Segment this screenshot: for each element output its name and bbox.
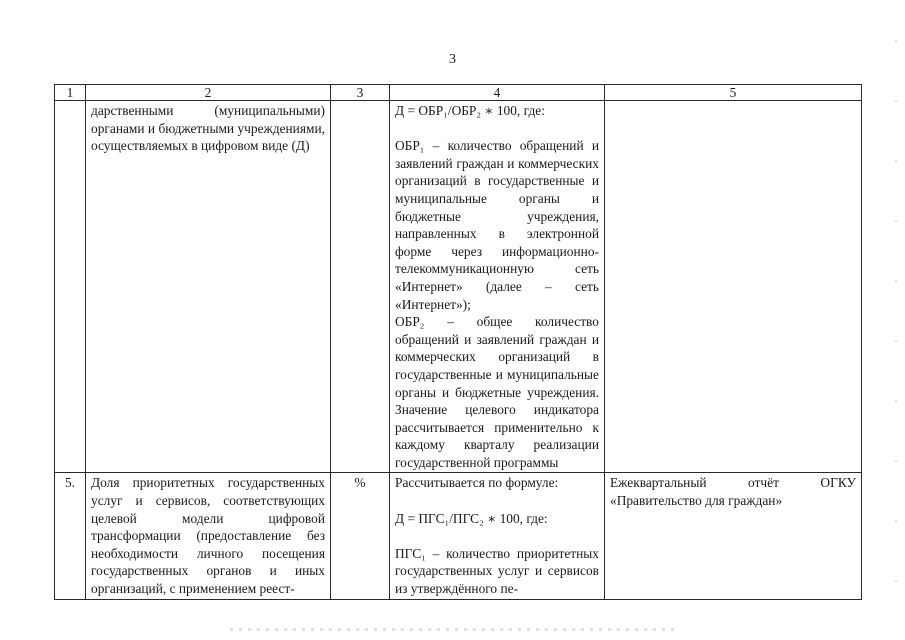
indicator-table [54, 84, 862, 600]
scan-artifact [230, 628, 680, 631]
indicator-name-cell [86, 473, 331, 599]
method-definition-2: ОБР₂ – общее количество обращений и заявлений граждан и коммерческих организаций в государственные и муниципальные органы и бюджетные учреждения. Значение целевого индикатора рассчитывается применительно к каждому кварталу реализации государственной программы [395, 314, 599, 470]
table-row [55, 101, 862, 473]
method-definition-1: ОБР₁ – количество обращений и заявлений граждан и коммерческих организаций в государственные и муниципальные органы и бюджетные учреждения, направленных в электронной форме через информационно-телекоммуникационную сеть «Интернет» (далее – сеть «Интернет»); [395, 138, 599, 312]
unit-cell: % [331, 473, 390, 599]
indicator-name-cell [86, 101, 331, 473]
header-col-1: 1 [55, 85, 86, 101]
header-col-3: 3 [331, 85, 390, 101]
indicator-name-text: дарственными (муниципальными) органами и бюджетными учреждениями, осуществляемых в цифровом виде (Д) [91, 103, 325, 154]
table-row [55, 473, 862, 599]
unit-cell [331, 101, 390, 473]
header-col-2: 2 [86, 85, 331, 101]
row-number-cell: 5. [55, 473, 86, 599]
scan-edge-artifact [895, 40, 897, 600]
method-cell [390, 473, 605, 599]
method-cell [390, 101, 605, 473]
source-cell [605, 101, 862, 473]
source-cell [605, 473, 862, 599]
header-col-4: 4 [390, 85, 605, 101]
method-definition-1: ПГС₁ – количество приоритетных государственных услуг и сервисов из утверждённого пе- [395, 545, 599, 597]
header-col-5: 5 [605, 85, 862, 101]
method-formula: Д = ОБР₁/ОБР₂ ∗ 100, где: [395, 103, 545, 118]
table-header-row [55, 85, 862, 101]
method-intro: Рассчитывается по формуле: [395, 475, 559, 491]
source-text: Ежеквартальный отчёт ОГКУ «Правительство для граждан» [610, 475, 856, 509]
row-number-cell [55, 101, 86, 473]
indicator-name-text: Доля приоритетных государственных услуг и сервисов, соответствующих целевой модели цифровой трансформации (предоставление без необходимости личного посещения государственных органов и иных организаций, с применением реест- [91, 475, 325, 597]
page-number: 3 [449, 52, 456, 67]
method-formula: Д = ПГС₁/ПГС₂ ∗ 100, где: [395, 510, 548, 526]
